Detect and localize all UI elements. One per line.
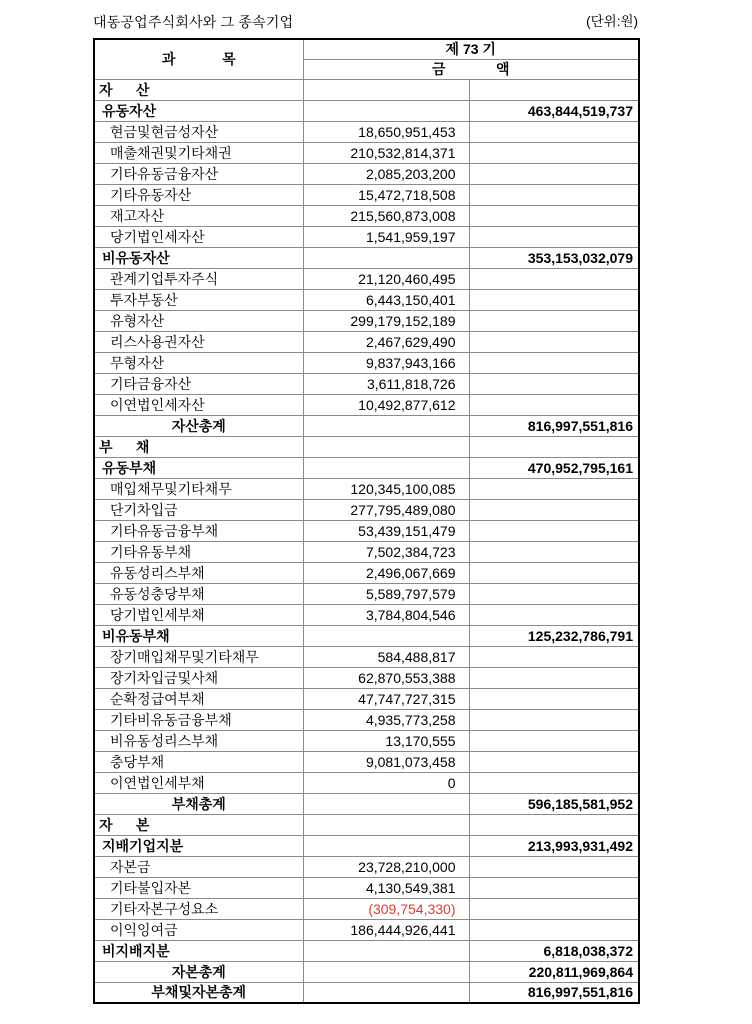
company-title: 대동공업주식회사와 그 종속기업: [93, 14, 294, 30]
total-cell: [469, 604, 639, 625]
item-cell: 기타유동금융부채: [94, 520, 303, 541]
table-row: [94, 100, 639, 121]
total-cell: [469, 268, 639, 289]
item-cell: 부 채: [94, 436, 303, 457]
total-cell: [469, 751, 639, 772]
total-cell: 6,818,038,372: [469, 940, 639, 961]
amount-cell: 62,870,553,388: [303, 667, 469, 688]
amount-cell: 4,130,549,381: [303, 877, 469, 898]
total-cell: [469, 478, 639, 499]
total-cell: 353,153,032,079: [469, 247, 639, 268]
table-row: [94, 919, 639, 940]
table-row: [94, 226, 639, 247]
table-row: [94, 373, 639, 394]
table-row: [94, 856, 639, 877]
item-cell: 비유동자산: [94, 247, 303, 268]
item-cell: 부채총계: [94, 793, 303, 814]
table-row: [94, 961, 639, 982]
amount-cell: 5,589,797,579: [303, 583, 469, 604]
table-row: [94, 562, 639, 583]
item-cell: 매출채권및기타채권: [94, 142, 303, 163]
amount-cell: 3,784,804,546: [303, 604, 469, 625]
amount-cell: 9,081,073,458: [303, 751, 469, 772]
amount-cell: [303, 940, 469, 961]
item-cell: 기타금융자산: [94, 373, 303, 394]
amount-cell: 2,467,629,490: [303, 331, 469, 352]
total-cell: [469, 436, 639, 457]
amount-cell: 1,541,959,197: [303, 226, 469, 247]
item-cell: 자본금: [94, 856, 303, 877]
total-cell: [469, 373, 639, 394]
page-header: [93, 13, 638, 31]
total-cell: [469, 226, 639, 247]
amount-cell: [303, 457, 469, 478]
item-cell: 자 본: [94, 814, 303, 835]
amount-cell: [303, 835, 469, 856]
item-cell: 지배기업지분: [94, 835, 303, 856]
table-row: [94, 583, 639, 604]
total-cell: [469, 520, 639, 541]
amount-cell: 47,747,727,315: [303, 688, 469, 709]
total-cell: 596,185,581,952: [469, 793, 639, 814]
total-cell: [469, 352, 639, 373]
total-cell: [469, 688, 639, 709]
table-row: [94, 646, 639, 667]
item-cell: 비지배지분: [94, 940, 303, 961]
total-cell: [469, 331, 639, 352]
amount-cell: 584,488,817: [303, 646, 469, 667]
item-cell: 부채및자본총계: [94, 982, 303, 1003]
amount-cell: 299,179,152,189: [303, 310, 469, 331]
total-cell: [469, 856, 639, 877]
item-cell: 비유동부채: [94, 625, 303, 646]
header-period: 제 73 기: [303, 39, 639, 59]
table-row: [94, 499, 639, 520]
amount-cell: 4,935,773,258: [303, 709, 469, 730]
total-cell: [469, 499, 639, 520]
table-row: [94, 163, 639, 184]
total-cell: [469, 79, 639, 100]
item-cell: 장기차입금및사채: [94, 667, 303, 688]
table-row: [94, 415, 639, 436]
table-row: [94, 184, 639, 205]
item-cell: 매입채무및기타채무: [94, 478, 303, 499]
item-cell: 유동자산: [94, 100, 303, 121]
amount-cell: [303, 961, 469, 982]
total-cell: [469, 205, 639, 226]
total-cell: [469, 898, 639, 919]
amount-cell: [303, 814, 469, 835]
amount-cell: 277,795,489,080: [303, 499, 469, 520]
total-cell: 213,993,931,492: [469, 835, 639, 856]
total-cell: 816,997,551,816: [469, 415, 639, 436]
amount-cell: 53,439,151,479: [303, 520, 469, 541]
table-row: [94, 541, 639, 562]
item-cell: 유동성충당부채: [94, 583, 303, 604]
header-amount: 금 액: [303, 59, 639, 79]
item-cell: 기타불입자본: [94, 877, 303, 898]
amount-cell: 7,502,384,723: [303, 541, 469, 562]
table-row: [94, 667, 639, 688]
item-cell: 리스사용권자산: [94, 331, 303, 352]
item-cell: 단기차입금: [94, 499, 303, 520]
item-cell: 기타유동자산: [94, 184, 303, 205]
total-cell: [469, 583, 639, 604]
table-row: [94, 478, 639, 499]
table-row: [94, 877, 639, 898]
table-row: [94, 331, 639, 352]
table-row: [94, 142, 639, 163]
total-cell: [469, 163, 639, 184]
table-row: [94, 247, 639, 268]
total-cell: [469, 142, 639, 163]
item-cell: 자산총계: [94, 415, 303, 436]
total-cell: [469, 646, 639, 667]
amount-cell: 13,170,555: [303, 730, 469, 751]
amount-cell: 3,611,818,726: [303, 373, 469, 394]
table-row: [94, 772, 639, 793]
amount-cell: [303, 100, 469, 121]
item-cell: 관계기업투자주식: [94, 268, 303, 289]
table-row: [94, 121, 639, 142]
amount-cell: 21,120,460,495: [303, 268, 469, 289]
table-row: [94, 625, 639, 646]
amount-cell: [303, 625, 469, 646]
total-cell: [469, 394, 639, 415]
amount-cell: [303, 79, 469, 100]
item-cell: 기타비유동금융부채: [94, 709, 303, 730]
amount-cell: 9,837,943,166: [303, 352, 469, 373]
total-cell: [469, 919, 639, 940]
total-cell: [469, 541, 639, 562]
table-header: [94, 39, 639, 79]
item-cell: 자 산: [94, 79, 303, 100]
total-cell: [469, 877, 639, 898]
amount-cell: [303, 793, 469, 814]
total-cell: [469, 310, 639, 331]
item-cell: 당기법인세부채: [94, 604, 303, 625]
table-body: [94, 79, 639, 1003]
amount-cell: 120,345,100,085: [303, 478, 469, 499]
amount-cell: 18,650,951,453: [303, 121, 469, 142]
balance-sheet-table: [93, 38, 640, 1004]
unit-label: (단위:원): [586, 14, 638, 29]
table-row: [94, 268, 639, 289]
table-row: [94, 310, 639, 331]
table-row: [94, 394, 639, 415]
item-cell: 유동성리스부채: [94, 562, 303, 583]
total-cell: 463,844,519,737: [469, 100, 639, 121]
total-cell: 470,952,795,161: [469, 457, 639, 478]
total-cell: 816,997,551,816: [469, 982, 639, 1003]
table-row: [94, 814, 639, 835]
amount-cell: [303, 247, 469, 268]
amount-cell: 6,443,150,401: [303, 289, 469, 310]
table-row: [94, 709, 639, 730]
item-cell: 재고자산: [94, 205, 303, 226]
item-cell: 무형자산: [94, 352, 303, 373]
total-cell: [469, 772, 639, 793]
total-cell: [469, 184, 639, 205]
item-cell: 이연법인세부채: [94, 772, 303, 793]
table-row: [94, 352, 639, 373]
item-cell: 자본총계: [94, 961, 303, 982]
item-cell: 당기법인세자산: [94, 226, 303, 247]
table-row: [94, 898, 639, 919]
table-row: [94, 520, 639, 541]
item-cell: 이연법인세자산: [94, 394, 303, 415]
item-cell: 기타유동부채: [94, 541, 303, 562]
amount-cell: 186,444,926,441: [303, 919, 469, 940]
table-row: [94, 793, 639, 814]
table-row: [94, 457, 639, 478]
item-cell: 비유동성리스부채: [94, 730, 303, 751]
table-row: [94, 205, 639, 226]
total-cell: [469, 289, 639, 310]
total-cell: [469, 730, 639, 751]
total-cell: [469, 121, 639, 142]
amount-cell: [303, 415, 469, 436]
amount-cell: 10,492,877,612: [303, 394, 469, 415]
item-cell: 기타자본구성요소: [94, 898, 303, 919]
table-row: [94, 79, 639, 100]
table-row: [94, 688, 639, 709]
table-row: [94, 835, 639, 856]
item-cell: 충당부채: [94, 751, 303, 772]
amount-cell: 0: [303, 772, 469, 793]
amount-cell: (309,754,330): [303, 898, 469, 919]
table-row: [94, 982, 639, 1003]
item-cell: 유형자산: [94, 310, 303, 331]
table-row: [94, 604, 639, 625]
amount-cell: 2,496,067,669: [303, 562, 469, 583]
total-cell: [469, 562, 639, 583]
total-cell: [469, 814, 639, 835]
total-cell: 220,811,969,864: [469, 961, 639, 982]
item-cell: 유동부채: [94, 457, 303, 478]
amount-cell: [303, 436, 469, 457]
item-cell: 장기매입채무및기타채무: [94, 646, 303, 667]
item-cell: 투자부동산: [94, 289, 303, 310]
item-cell: 기타유동금융자산: [94, 163, 303, 184]
total-cell: [469, 709, 639, 730]
amount-cell: 215,560,873,008: [303, 205, 469, 226]
amount-cell: 23,728,210,000: [303, 856, 469, 877]
table-row: [94, 436, 639, 457]
table-row: [94, 289, 639, 310]
amount-cell: 210,532,814,371: [303, 142, 469, 163]
item-cell: 순확정급여부채: [94, 688, 303, 709]
amount-cell: 15,472,718,508: [303, 184, 469, 205]
total-cell: [469, 667, 639, 688]
header-item-column: 과 목: [94, 39, 303, 79]
item-cell: 이익잉여금: [94, 919, 303, 940]
item-cell: 현금및현금성자산: [94, 121, 303, 142]
table-row: [94, 940, 639, 961]
table-row: [94, 730, 639, 751]
table-row: [94, 751, 639, 772]
amount-cell: 2,085,203,200: [303, 163, 469, 184]
total-cell: 125,232,786,791: [469, 625, 639, 646]
amount-cell: [303, 982, 469, 1003]
